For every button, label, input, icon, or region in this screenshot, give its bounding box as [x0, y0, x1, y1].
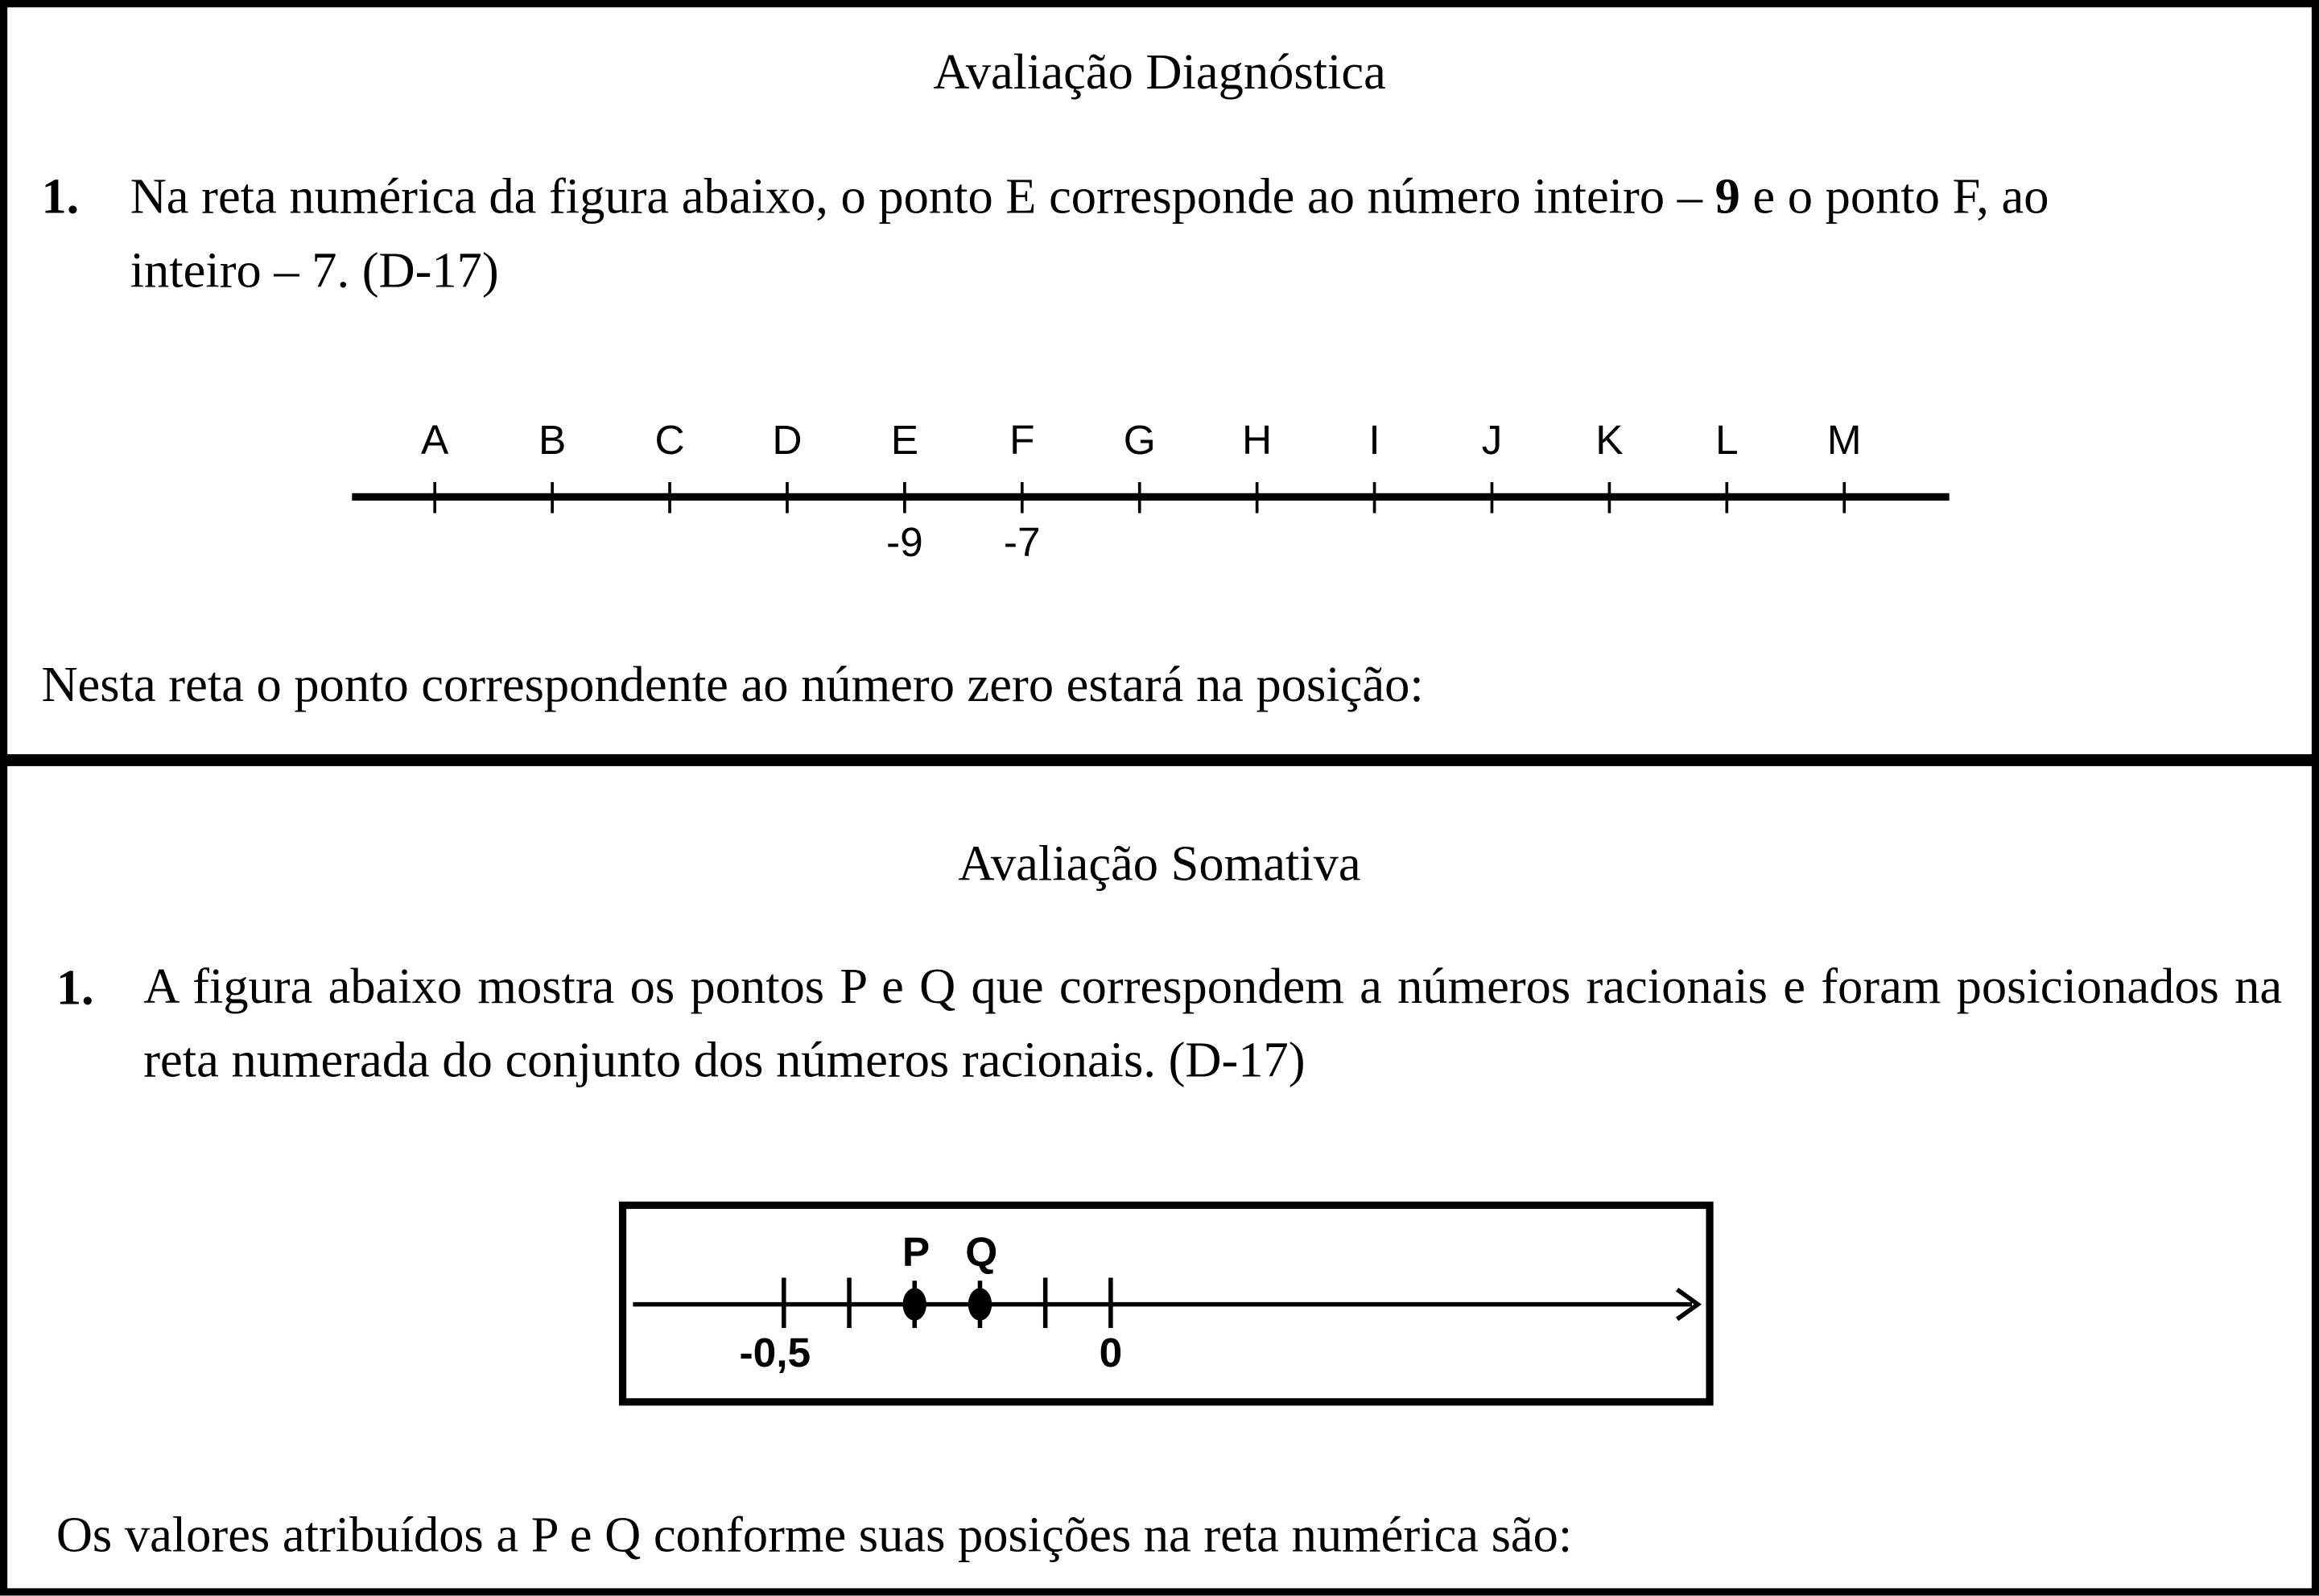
point-label-m: M — [1826, 416, 1862, 464]
tick-value-label: 0 — [1099, 1328, 1123, 1375]
point-label-q: Q — [965, 1227, 998, 1275]
summative-title: Avaliação Somativa — [958, 836, 1361, 892]
summative-question-text: A figura abaixo mostra os pontos P e Q que correspondem a números racionais e foram posicionados na reta numerada do conjunto dos números racionais. (D-17) — [143, 959, 2283, 1089]
point-marker-p — [903, 1288, 926, 1320]
point-label-b: B — [538, 416, 567, 464]
point-label-d: D — [772, 416, 803, 464]
diagnostic-question-number: 1. — [41, 170, 80, 225]
point-label-a: A — [421, 416, 449, 464]
point-label-i: I — [1368, 416, 1380, 464]
summative-prompt: Os valores atribuídos a P e Q conforme suas posições na reta numérica são: — [56, 1508, 1573, 1564]
summative-question-number: 1. — [56, 961, 94, 1017]
point-label-h: H — [1242, 416, 1273, 464]
diagnostic-question-line2: inteiro – 7. (D-17) — [130, 244, 499, 299]
point-label-c: C — [654, 416, 685, 464]
point-label-f: F — [1009, 416, 1035, 464]
tick-value-label: -9 — [886, 518, 923, 565]
point-label-j: J — [1481, 416, 1503, 464]
point-label-k: K — [1595, 416, 1624, 464]
point-label-g: G — [1123, 416, 1156, 464]
point-marker-q — [968, 1288, 992, 1320]
point-label-e: E — [890, 416, 919, 464]
point-label-p: P — [902, 1227, 930, 1275]
diagnostic-prompt: Nesta reta o ponto correspondente ao número zero estará na posição: — [41, 658, 1424, 713]
question-text: e o ponto F, ao — [1752, 170, 2049, 225]
question-bold-number: 9 — [1714, 170, 1740, 225]
tick-value-label: -7 — [1003, 518, 1041, 565]
question-text: Na reta numérica da figura abaixo, o ponto E corresponde ao número inteiro – — [130, 170, 1702, 225]
point-label-l: L — [1715, 416, 1739, 464]
tick-value-label: -0,5 — [739, 1328, 811, 1375]
diagnostic-title: Avaliação Diagnóstica — [933, 45, 1386, 101]
